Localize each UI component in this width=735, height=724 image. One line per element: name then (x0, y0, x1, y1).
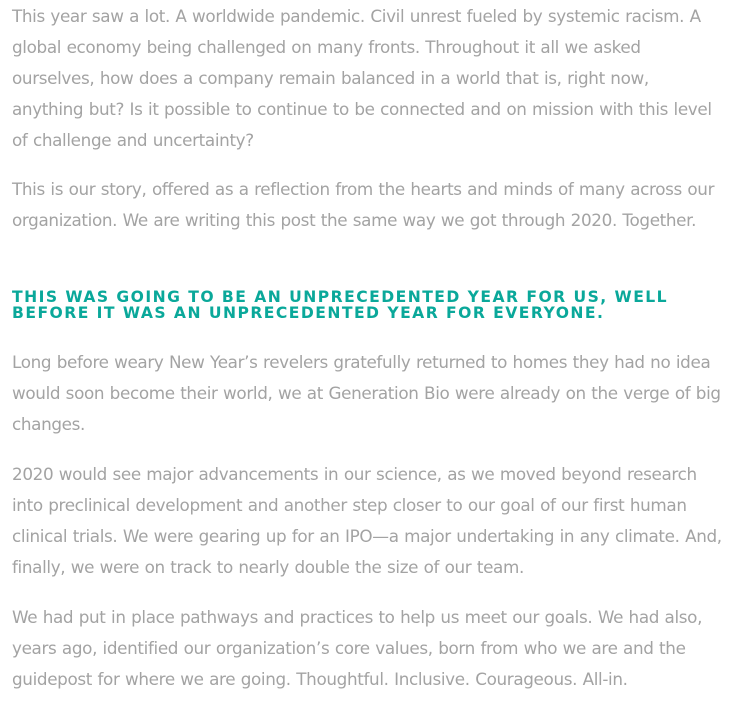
advancements-paragraph: 2020 would see major advancements in our science, as we moved beyond research into preclinical development and another step closer to our goal of our first human clinical trials. We were gearing up for an IPO—a major undertaking in any climate. And, finally, we were on track to nearly double the size of our team. (12, 464, 722, 577)
new-year-paragraph: Long before weary New Year’s revelers gratefully returned to homes they had no idea would soon become their world, we at Generation Bio were already on the verge of big changes. (12, 352, 721, 434)
section-heading: THIS WAS GOING TO BE AN UNPRECEDENTED YEAR FOR US, WELL BEFORE IT WAS AN UNPRECEDENTED YEAR FOR EVERYONE. (12, 288, 669, 322)
story-paragraph: This is our story, offered as a reflection from the hearts and minds of many across our organization. We are writing this post the same way we got through 2020. Together. (12, 179, 715, 230)
values-paragraph: We had put in place pathways and practices to help us meet our goals. We had also, years ago, identified our organization’s core values, born from who we are and the guidepost for where we are going. Thoughtful. Inclusive. Courageous. All-in. (12, 607, 703, 689)
intro-paragraph: This year saw a lot. A worldwide pandemic. Civil unrest fueled by systemic racism. A global economy being challenged on many fronts. Throughout it all we asked ourselves, how does a company remain balanced in a world that is, right now, anything but? Is it possible to continue to be connected and on mission with this level of challenge and uncertainty? (12, 6, 712, 150)
